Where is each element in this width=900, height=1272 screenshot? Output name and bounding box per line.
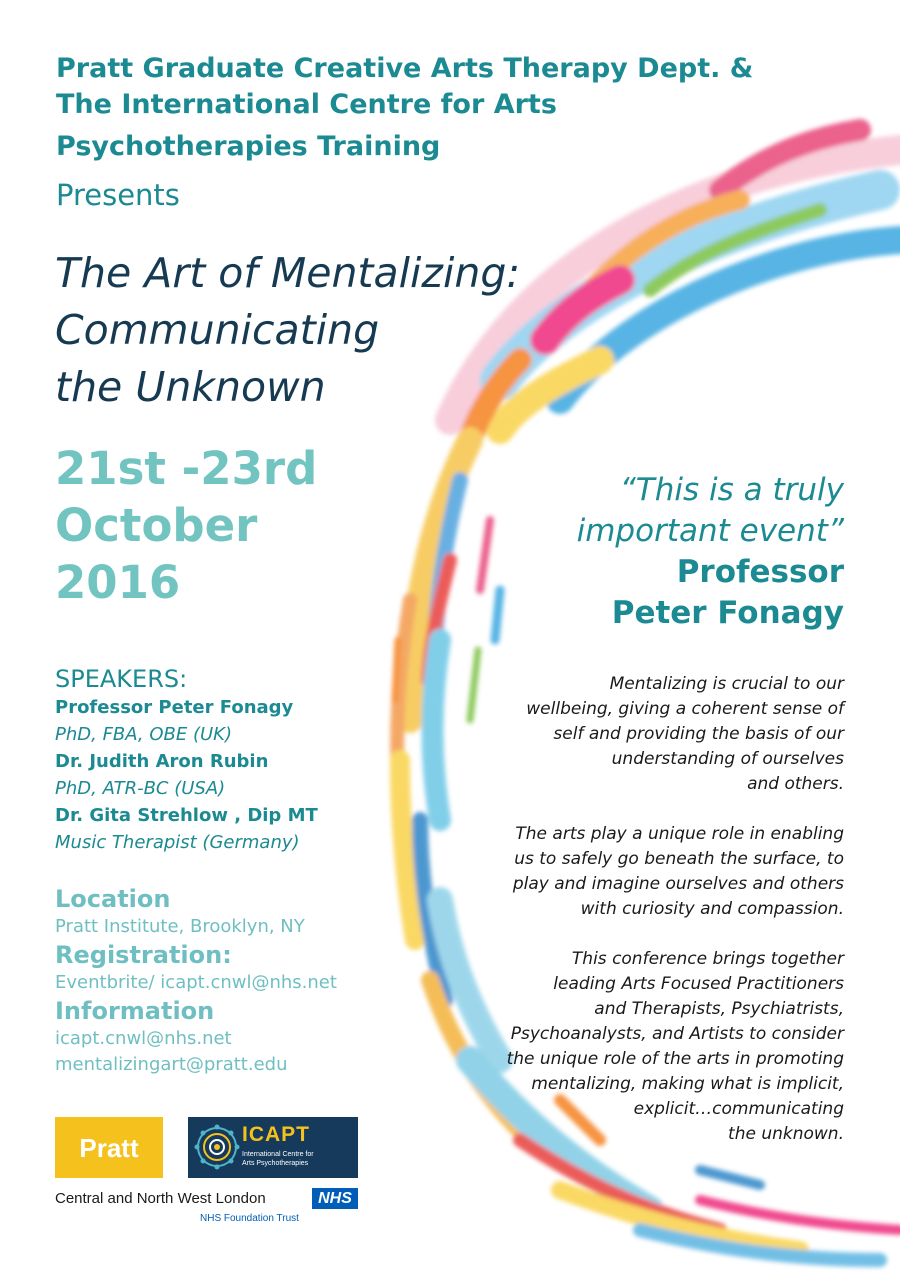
text-line: This conference brings together <box>571 949 844 969</box>
pratt-logo <box>55 1117 163 1178</box>
text-line: Mentalizing is crucial to our <box>609 674 844 694</box>
header-line-2: The International Centre for Arts <box>56 89 557 120</box>
speaker-credentials: Music Therapist (Germany) <box>55 832 300 853</box>
description-paragraph <box>464 672 844 797</box>
header-line-1: Pratt Graduate Creative Arts Therapy Dept. & <box>56 53 754 84</box>
information-heading: Information <box>55 997 215 1025</box>
icapt-logo-subtitle <box>242 1150 314 1168</box>
speakers-heading: SPEAKERS: <box>55 665 188 693</box>
text-line: the unique role of the arts in promoting <box>506 1049 844 1069</box>
text-line: with curiosity and compassion. <box>580 899 844 919</box>
icapt-logo <box>188 1117 358 1178</box>
text-line: leading Arts Focused Practitioners <box>553 974 844 994</box>
text-line: us to safely go beneath the surface, to <box>514 849 844 869</box>
registration-heading: Registration: <box>55 941 232 969</box>
presents-label: Presents <box>56 178 180 212</box>
location-value: Pratt Institute, Brooklyn, NY <box>55 916 305 937</box>
description-paragraph <box>464 822 844 922</box>
text-line: wellbeing, giving a coherent sense of <box>526 699 844 719</box>
nhs-trust-label: NHS Foundation Trust <box>200 1213 299 1224</box>
text-line: Psychoanalysts, and Artists to consider <box>510 1024 844 1044</box>
text-line: explicit…communicating <box>633 1099 844 1119</box>
event-dates <box>55 440 317 611</box>
description-paragraph <box>464 947 844 1147</box>
title-line-3: the Unknown <box>55 363 326 411</box>
icapt-logo-name: ICAPT <box>242 1123 310 1146</box>
quote-author-line-1: Professor <box>676 554 844 590</box>
event-title <box>55 245 520 416</box>
registration-value[interactable]: Eventbrite/ icapt.cnwl@nhs.net <box>55 972 337 993</box>
title-line-2: Communicating <box>55 306 380 354</box>
speaker-name: Dr. Judith Aron Rubin <box>55 751 269 772</box>
date-line-2: October <box>55 499 258 552</box>
endorsement-quote <box>577 470 844 634</box>
info-email-link[interactable]: mentalizingart@pratt.edu <box>55 1054 288 1075</box>
quote-line-1: “This is a truly <box>619 472 844 508</box>
text-line: the unknown. <box>728 1124 844 1144</box>
quote-line-2: important event” <box>576 513 844 549</box>
speaker-name: Dr. Gita Strehlow , Dip MT <box>55 805 318 826</box>
title-line-1: The Art of Mentalizing: <box>55 249 521 297</box>
text-line: self and providing the basis of our <box>553 724 844 744</box>
speaker-credentials: PhD, FBA, OBE (UK) <box>55 724 232 745</box>
description-text <box>464 672 844 1172</box>
date-line-3: 2016 <box>55 556 181 609</box>
info-email-link[interactable]: icapt.cnwl@nhs.net <box>55 1028 232 1049</box>
pratt-logo-text: Pratt <box>79 1133 139 1163</box>
speakers-section <box>55 664 318 856</box>
text-line: and others. <box>747 774 844 794</box>
speaker-credentials: PhD, ATR-BC (USA) <box>55 778 226 799</box>
cnwl-label: Central and North West London <box>55 1190 266 1207</box>
date-line-1: 21st -23rd <box>55 442 318 495</box>
mandala-icon <box>194 1123 240 1171</box>
text-line: play and imagine ourselves and others <box>512 874 844 894</box>
header-line-3: Psychotherapies Training <box>56 131 441 162</box>
text-line: mentalizing, making what is implicit, <box>531 1074 844 1094</box>
text-line: The arts play a unique role in enabling <box>515 824 844 844</box>
text-line: and Therapists, Psychiatrists, <box>594 999 844 1019</box>
nhs-logo: NHS <box>312 1188 358 1209</box>
text-line: understanding of ourselves <box>611 749 844 769</box>
quote-author-line-2: Peter Fonagy <box>611 595 844 631</box>
icapt-subtitle-line: Arts Psychotherapies <box>242 1160 309 1167</box>
speaker-name: Professor Peter Fonagy <box>55 697 294 718</box>
icapt-subtitle-line: International Centre for <box>242 1151 314 1158</box>
location-heading: Location <box>55 885 171 913</box>
event-info-section <box>55 884 337 1078</box>
